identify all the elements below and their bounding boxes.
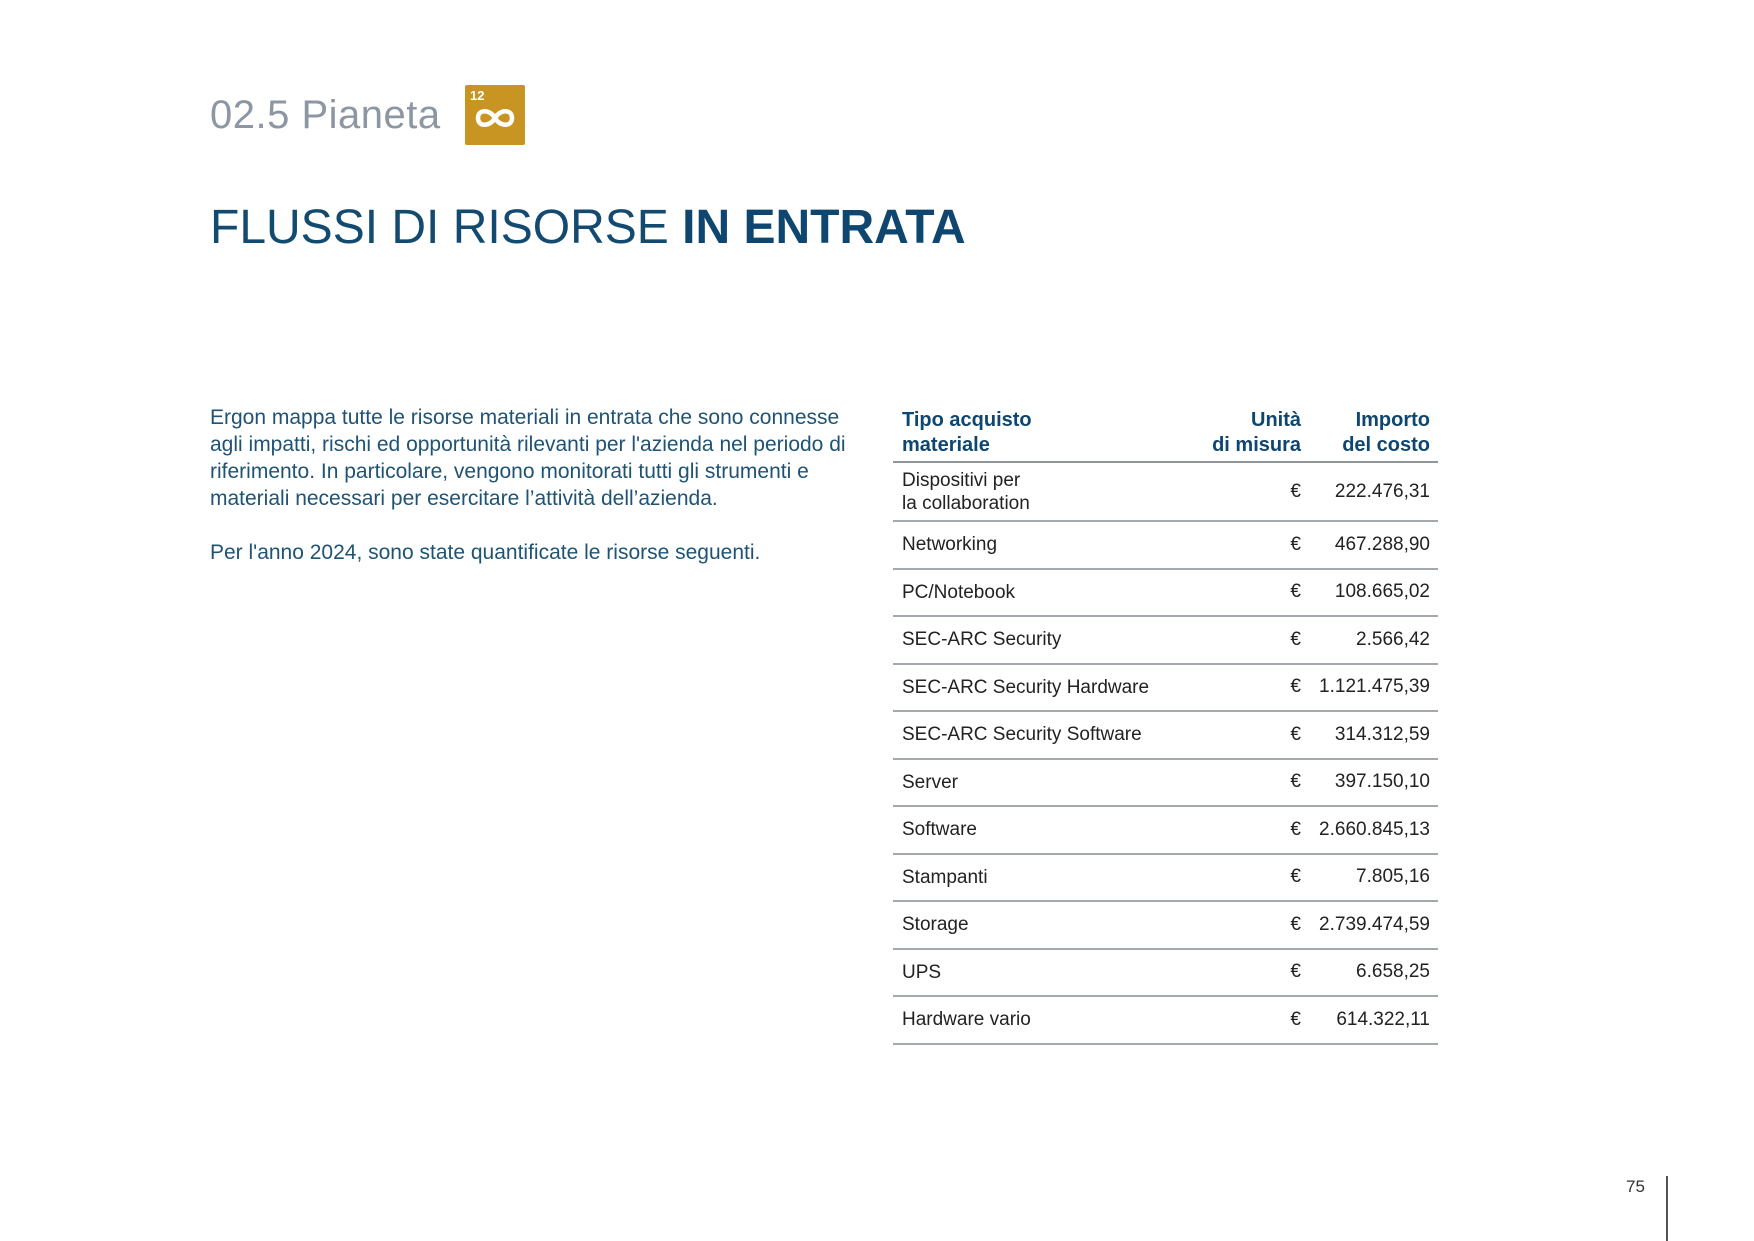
row-unit: €: [1290, 818, 1301, 840]
section-label: 02.5 Pianeta: [210, 92, 441, 137]
header-type-line1: Tipo acquisto: [902, 409, 1032, 431]
row-type: Networking: [902, 534, 998, 556]
header-type: [893, 408, 1173, 458]
table-row: [893, 522, 1438, 570]
intro-paragraph-2: Per l'anno 2024, sono state quantificate le risorse seguenti.: [210, 541, 761, 564]
row-amount: 1.121.475,39: [1319, 676, 1430, 698]
row-unit: €: [1290, 581, 1301, 603]
table-header: [893, 410, 1438, 463]
section-header: [210, 82, 441, 148]
sdg-12-badge: [465, 85, 525, 145]
row-unit: €: [1290, 961, 1301, 983]
row-type: Storage: [902, 914, 969, 936]
row-type: Software: [902, 819, 977, 841]
row-amount: 2.660.845,13: [1319, 818, 1430, 840]
header-type-line2: materiale: [902, 434, 990, 456]
row-unit: €: [1290, 771, 1301, 793]
header-unit-line2: di misura: [1212, 434, 1301, 456]
row-type-line1: Dispositivi per: [902, 469, 1021, 491]
row-amount: 222.476,31: [1334, 480, 1430, 502]
header-unit-line1: Unità: [1251, 409, 1301, 431]
row-unit: €: [1290, 723, 1301, 745]
row-type: SEC-ARC Security: [902, 629, 1062, 651]
table-row: [893, 712, 1438, 760]
row-type: Stampanti: [902, 866, 988, 888]
resource-table: [893, 410, 1438, 1045]
row-type: UPS: [902, 961, 942, 983]
row-unit: €: [1290, 676, 1301, 698]
row-type: Hardware vario: [902, 1009, 1031, 1031]
page-title-bold: IN ENTRATA: [682, 201, 966, 254]
table-row: [893, 463, 1438, 522]
page-number: 75: [1626, 1177, 1645, 1196]
page-title-light: FLUSSI DI RISORSE: [210, 201, 683, 254]
row-amount: 467.288,90: [1334, 533, 1430, 555]
table-row: [893, 950, 1438, 998]
row-amount: 6.658,25: [1356, 961, 1430, 983]
row-amount: 108.665,02: [1334, 581, 1430, 603]
table-row: [893, 665, 1438, 713]
row-amount: 314.312,59: [1334, 723, 1430, 745]
row-unit: €: [1290, 628, 1301, 650]
row-amount: 614.322,11: [1336, 1008, 1430, 1030]
table-row: [893, 570, 1438, 618]
row-amount: 2.566,42: [1356, 628, 1430, 650]
row-unit: €: [1290, 480, 1301, 502]
row-type-line2: la collaboration: [902, 492, 1030, 514]
row-type: SEC-ARC Security Software: [902, 724, 1142, 746]
page-title: [210, 200, 966, 255]
row-type: SEC-ARC Security Hardware: [902, 676, 1150, 698]
table-row: [893, 902, 1438, 950]
header-unit: [1173, 408, 1301, 458]
row-type: Server: [902, 771, 958, 793]
intro-paragraph-1: Ergon mappa tutte le risorse materiali in entrata che sono connesse agli impatti, rischi ed opportunità rilevanti per l'azienda nel periodo di riferimento. In particolare, vengono monitorati tutti gli strumenti e materiali necessari per esercitare l’attività dell’azienda.: [210, 406, 846, 510]
row-amount: 2.739.474,59: [1319, 913, 1430, 935]
header-amount-line1: Importo: [1355, 409, 1430, 431]
page-number-divider: [1666, 1176, 1668, 1241]
table-row: [893, 855, 1438, 903]
row-amount: 7.805,16: [1356, 866, 1430, 888]
table-row: [893, 997, 1438, 1045]
sdg-number: 12: [470, 88, 485, 103]
table-row: [893, 617, 1438, 665]
row-unit: €: [1290, 1008, 1301, 1030]
row-unit: €: [1290, 866, 1301, 888]
header-amount-line2: del costo: [1342, 434, 1430, 456]
row-unit: €: [1290, 533, 1301, 555]
row-amount: 397.150,10: [1334, 771, 1430, 793]
header-amount: [1301, 408, 1438, 458]
row-unit: €: [1290, 913, 1301, 935]
row-type: [893, 469, 1173, 515]
infinity-icon: [472, 103, 518, 133]
intro-text: [210, 404, 850, 593]
table-row: [893, 760, 1438, 808]
row-type: PC/Notebook: [902, 581, 1016, 603]
table-row: [893, 807, 1438, 855]
